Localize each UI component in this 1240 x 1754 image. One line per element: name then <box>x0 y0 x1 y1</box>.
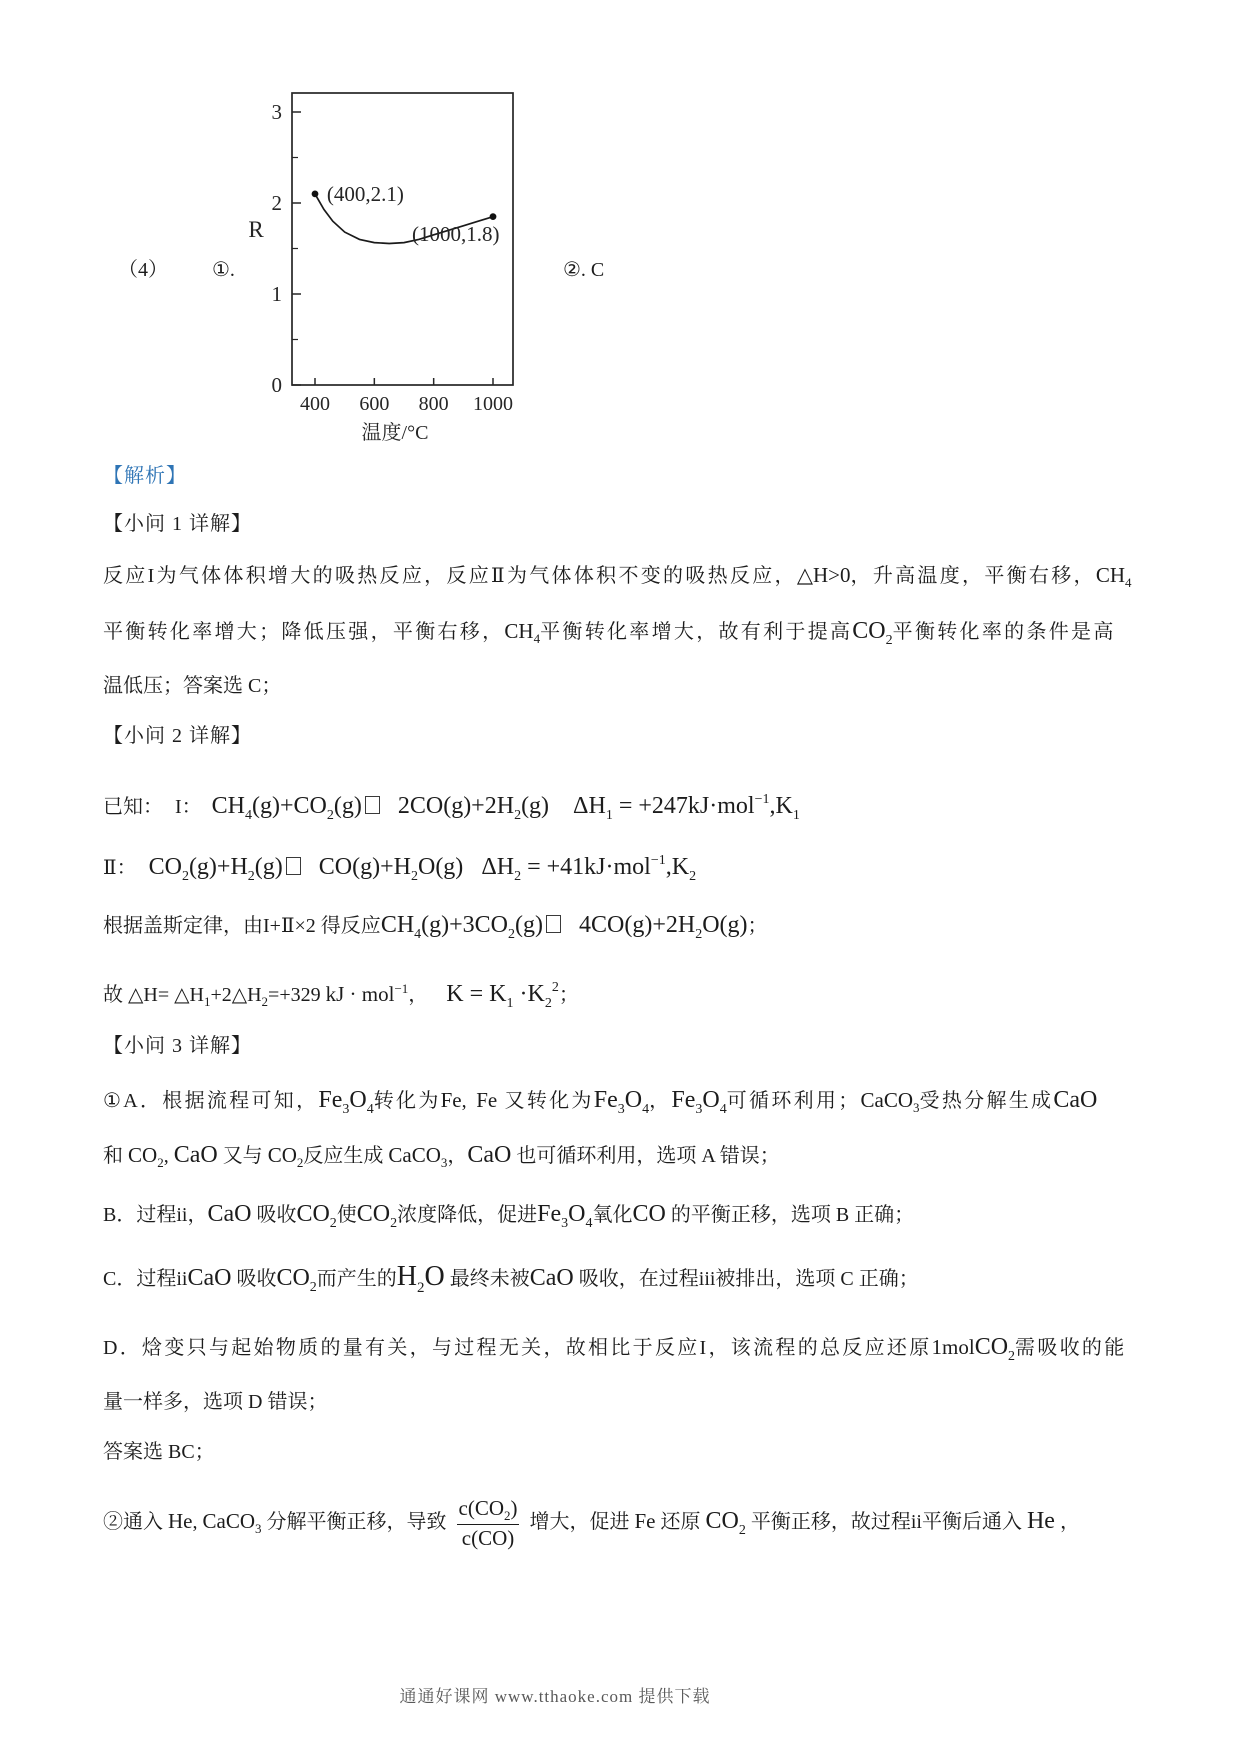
text-line <box>103 1387 327 1417</box>
text-run: 3 <box>561 1216 569 1231</box>
text-run: (g) <box>254 854 283 880</box>
point-annotation: (1000,1.8) <box>412 222 500 247</box>
missing-glyph-box-icon <box>286 857 301 875</box>
text-run: 又转化为 <box>497 1090 594 1112</box>
text-line <box>103 671 281 701</box>
text-run: CaCO <box>388 1143 441 1167</box>
text-run: ,K <box>769 793 793 819</box>
y-tick-label: 2 <box>271 191 282 215</box>
text-run: (g) <box>515 912 543 938</box>
text-run: 使 <box>336 1204 357 1226</box>
text-run: 2 <box>247 869 255 884</box>
text-run: 2 <box>508 927 516 942</box>
text-run: 【小问 1 详解】 <box>103 513 252 535</box>
data-point <box>312 191 319 198</box>
text-run: 平衡转化率增大，故有利于提高 <box>540 621 853 643</box>
text-run: 2 <box>1008 1349 1016 1364</box>
text-run: 也可循环利用，选项 A 错误； <box>511 1145 780 1167</box>
text-run: Fe <box>318 1087 343 1113</box>
text-run: 吸收 <box>231 1268 277 1290</box>
section-heading <box>103 1031 252 1061</box>
text-run: CO <box>128 1143 158 1167</box>
text-run: 2 <box>544 996 552 1011</box>
y-tick-label: 0 <box>271 373 282 397</box>
text-run: 需吸收的能 <box>1015 1337 1127 1359</box>
line-chart <box>230 80 530 458</box>
text-run: CO <box>267 1143 297 1167</box>
text-run: 3 <box>255 1520 262 1536</box>
text-run: O <box>424 1261 445 1292</box>
text-run: −1 <box>394 981 409 996</box>
text-run: 4 <box>366 1102 374 1117</box>
text-run: 1mol <box>931 1335 975 1359</box>
text-run: 平衡正移，故过程ii平衡后通入 <box>745 1510 1027 1533</box>
text-run: 已知： <box>103 796 163 818</box>
text-run: 1 <box>792 808 800 823</box>
text-run: ，升高温度，平衡右移， <box>850 565 1096 587</box>
text-run: 2 <box>329 1216 337 1231</box>
text-run: CaO <box>207 1201 252 1227</box>
text-run: CaO <box>529 1265 574 1291</box>
text-run: CaO <box>467 1142 512 1168</box>
text-run: 1 <box>203 994 211 1009</box>
text-run: Fe <box>440 1088 462 1112</box>
text-run: ， <box>1054 1510 1080 1533</box>
section-heading <box>103 461 187 491</box>
text-run: ， <box>447 1145 468 1167</box>
text-run: 答案选 BC； <box>103 1441 215 1463</box>
text-run: 1 <box>506 996 514 1011</box>
text-line <box>103 782 800 834</box>
text-run: (g) <box>333 793 362 819</box>
section-heading <box>103 509 252 539</box>
text-run: (g)+3CO <box>421 912 509 938</box>
text-run: ， <box>649 1090 672 1112</box>
text-run: 4 <box>719 1102 727 1117</box>
text-run: △H>0 <box>796 563 851 587</box>
text-run: +2△H <box>210 984 262 1006</box>
text-run: C．过程ii <box>103 1268 188 1290</box>
text-run: 2CO(g)+2H <box>397 793 515 819</box>
text-run: −1 <box>650 853 666 868</box>
text-line <box>103 843 696 895</box>
text-run: 3 <box>617 1102 625 1117</box>
text-run: B．过程ii， <box>103 1204 208 1226</box>
text-run: 吸收，在过程iii被排出，选项 C 正确； <box>573 1268 919 1290</box>
x-axis-label: 温度/°C <box>361 422 429 444</box>
data-point <box>490 213 497 220</box>
text-run: CO <box>148 854 182 880</box>
text-run: 2 <box>157 1155 164 1170</box>
text-run: Fe <box>593 1087 618 1113</box>
answer-part-1: ①. <box>212 259 235 281</box>
text-run: ， <box>408 984 429 1006</box>
text-run: Fe <box>476 1088 498 1112</box>
text-run: 反应生成 <box>303 1145 389 1167</box>
text-line <box>103 560 1132 598</box>
text-run: 4 <box>642 1102 650 1117</box>
text-run: O <box>568 1201 586 1227</box>
text-run: 2 <box>689 869 697 884</box>
text-run: CaO <box>1053 1087 1098 1113</box>
text-run: ； <box>558 984 579 1006</box>
text-run: 2 <box>695 927 703 942</box>
text-run: CH <box>211 793 246 819</box>
text-run: D．焓变只与起始物质的量有关，与过程无关，故相比于反应I，该流程的总反应还原 <box>103 1337 932 1359</box>
text-run: CO <box>852 618 886 644</box>
text-run: , <box>192 1510 203 1533</box>
text-run: 2 <box>181 869 189 884</box>
text-run: 4 <box>585 1216 593 1231</box>
text-run: 最终未被 <box>444 1268 530 1290</box>
text-run: 平衡转化率的条件是高 <box>892 621 1116 643</box>
text-run: 2 <box>296 1155 304 1170</box>
text-run: CaO <box>173 1142 218 1168</box>
text-run: CO(g)+H <box>318 854 411 880</box>
text-run: He <box>1026 1507 1055 1534</box>
text-run: 4 <box>533 631 541 646</box>
text-run: 增大，促进 <box>529 1510 635 1533</box>
text-run: c(CO) <box>461 1526 515 1551</box>
text-run: , <box>163 1145 174 1167</box>
text-run: ； <box>747 915 768 937</box>
text-run: O <box>349 1087 367 1113</box>
missing-glyph-box-icon <box>365 796 380 814</box>
text-run: CH <box>1095 563 1126 587</box>
text-run: 而产生的 <box>316 1268 397 1290</box>
text-run: 又与 <box>217 1145 268 1167</box>
text-run: ①A．根据流程可知， <box>103 1090 319 1112</box>
answer-part-2: ②. C <box>563 259 605 281</box>
fraction-denominator <box>457 1524 519 1551</box>
x-tick-label: 800 <box>418 393 449 415</box>
x-tick-label: 400 <box>300 393 330 415</box>
text-run: O <box>702 1087 720 1113</box>
text-run: 【小问 3 详解】 <box>103 1035 252 1057</box>
text-run: CO <box>296 1201 330 1227</box>
text-run: 2 <box>417 1280 425 1296</box>
text-run: ) <box>510 1496 518 1520</box>
text-run: 2 <box>514 808 522 823</box>
text-run: , <box>461 1090 477 1112</box>
text-run: =+329 <box>268 984 326 1006</box>
text-run: O(g) <box>702 912 748 938</box>
text-run: 4CO(g)+2H <box>579 912 696 938</box>
text-run: kJ · mol <box>325 982 395 1006</box>
text-run: 3 <box>913 1100 920 1115</box>
text-run: 3 <box>440 1155 448 1170</box>
text-run: 2 <box>514 869 522 884</box>
text-run: Fe <box>537 1201 562 1227</box>
text-run: O(g) <box>417 854 464 880</box>
text-run: H <box>396 1261 418 1292</box>
text-run: = +247kJ·mol <box>612 793 755 819</box>
text-run: 4 <box>245 808 253 823</box>
y-tick-label: 1 <box>271 282 282 306</box>
text-line <box>103 1437 215 1467</box>
text-run: 2 <box>390 1216 398 1231</box>
text-run: 的平衡正移，选项 B 正确； <box>665 1204 915 1226</box>
text-run: 3 <box>695 1102 703 1117</box>
text-run: 2 <box>309 1280 317 1295</box>
text-run: (g)+CO <box>252 793 327 819</box>
text-run: 平衡转化率增大；降低压强，平衡右移， <box>103 621 505 643</box>
section-heading <box>103 721 252 751</box>
text-run: ,K <box>665 854 690 880</box>
text-line <box>103 1495 1080 1552</box>
text-run: 温低压；答案选 C； <box>103 675 282 697</box>
text-run: 2 <box>504 1508 511 1523</box>
text-run: 4 <box>1125 575 1132 590</box>
text-run: 还原 <box>655 1510 706 1533</box>
question-number: （4） <box>118 259 168 281</box>
text-run: ·K <box>513 981 545 1007</box>
text-run: (g) <box>521 793 550 819</box>
x-tick-label: 600 <box>359 393 390 415</box>
text-run: CO <box>705 1507 739 1534</box>
text-run: 分解平衡正移，导致 <box>261 1510 447 1533</box>
text-run: CO <box>356 1201 391 1227</box>
x-tick-label: 1000 <box>473 393 513 415</box>
y-axis-label: R <box>248 217 264 242</box>
fraction-numerator <box>454 1495 523 1524</box>
text-run: Fe <box>634 1508 656 1533</box>
point-annotation: (400,2.1) <box>326 182 404 207</box>
text-run: ΔH <box>481 854 515 880</box>
text-run: I： <box>175 796 202 818</box>
fraction <box>454 1495 523 1552</box>
text-run: He <box>168 1508 193 1533</box>
text-run: 和 <box>103 1145 128 1167</box>
footer-text: 通通好课网 www.tthaoke.com 提供下载 <box>399 1687 711 1706</box>
text-line <box>103 1259 919 1306</box>
text-run: 可循环利用； <box>726 1090 861 1112</box>
text-run: CH <box>504 619 534 643</box>
text-run: (g)+H <box>188 854 248 880</box>
text-run: 反应I为气体体积增大的吸热反应，反应Ⅱ为气体体积不变的吸热反应， <box>103 565 797 587</box>
text-run: CO <box>974 1334 1009 1360</box>
text-run: 3 <box>342 1102 350 1117</box>
text-run: CaO <box>187 1265 232 1291</box>
text-run: 2 <box>261 994 269 1009</box>
text-run: ΔH <box>573 793 606 819</box>
text-run: Fe <box>671 1087 696 1113</box>
text-run: 1 <box>605 808 613 823</box>
y-tick-label: 3 <box>271 100 282 124</box>
text-run: 转化为 <box>373 1090 441 1112</box>
text-run: 4 <box>414 927 422 942</box>
text-run: 浓度降低，促进 <box>397 1204 538 1226</box>
text-run: 【小问 2 详解】 <box>103 725 252 747</box>
text-line <box>103 1196 914 1242</box>
text-run: 氧化 <box>592 1204 633 1226</box>
text-run: K = K <box>446 981 507 1007</box>
text-run: 吸收 <box>251 1204 297 1226</box>
text-line <box>103 1082 1097 1128</box>
text-run: 量一样多，选项 D 错误； <box>103 1391 328 1413</box>
text-line <box>103 970 579 1022</box>
text-run: 2 <box>738 1522 746 1538</box>
text-run: CH <box>380 912 415 938</box>
text-run: c(CO <box>458 1496 504 1520</box>
text-run: 【解析】 <box>103 465 187 487</box>
text-line <box>103 1329 1127 1375</box>
text-run: −1 <box>754 792 770 807</box>
text-run: 2 <box>885 633 893 648</box>
text-run: CaCO <box>202 1508 255 1533</box>
text-run: CO <box>276 1265 310 1291</box>
text-run: CaCO <box>860 1088 914 1112</box>
text-run: CO <box>632 1201 666 1227</box>
missing-glyph-box-icon <box>546 915 561 933</box>
text-run: 2 <box>326 808 334 823</box>
text-line <box>103 616 1116 656</box>
text-run: 根据盖斯定律，由I+Ⅱ×2 得反应 <box>103 915 381 937</box>
text-run: 故 △H= △H <box>103 984 204 1006</box>
text-run: ②通入 <box>103 1510 168 1533</box>
text-run: 2 <box>410 869 418 884</box>
text-run: = +41kJ·mol <box>521 854 651 880</box>
text-run: 受热分解生成 <box>919 1090 1054 1112</box>
text-run: Ⅱ： <box>103 857 137 879</box>
text-run: O <box>624 1087 643 1113</box>
text-line <box>103 1140 780 1178</box>
text-line <box>103 907 768 953</box>
text-run: 2 <box>551 980 559 995</box>
